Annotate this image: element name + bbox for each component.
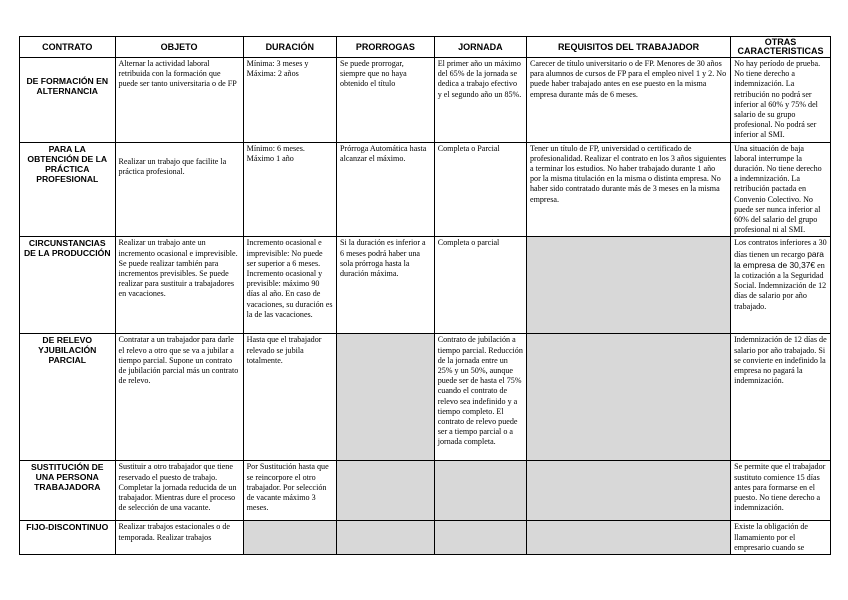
cell-duracion: Mínima: 3 meses y Máxima: 2 años	[243, 58, 336, 143]
header-objeto: OBJETO	[115, 37, 243, 58]
cell-objeto: Alternar la actividad laboral retribuida con la formación que puede ser tanto universitaria o de FP	[115, 58, 243, 143]
row-title: DE FORMACIÓN EN ALTERNANCIA	[20, 58, 116, 143]
row-title: SUSTITUCIÓN DE UNA PERSONA TRABAJADORA	[20, 461, 116, 521]
header-row	[20, 37, 831, 58]
cell-requisitos-empty	[526, 461, 730, 521]
cell-prorrogas-empty	[337, 461, 435, 521]
table-row	[20, 461, 831, 521]
otras-text-c: en la cotización a la Seguridad Social. Indemnización de 12 días de salario por año trabajado.	[734, 260, 827, 311]
header-prorrogas: PRORROGAS	[337, 37, 435, 58]
cell-jornada: Completa o parcial	[434, 237, 526, 334]
cell-otras: No hay período de prueba. No tiene derecho a indemnización. La retribución no podrá ser inferior al 60% y 75% del salario de su grupo profesional. No podrá ser inferior al SMI.	[731, 58, 831, 143]
cell-duracion: Mínimo: 6 meses. Máximo 1 año	[243, 142, 336, 237]
cell-requisitos-empty	[526, 334, 730, 461]
cell-duracion: Hasta que el trabajador relevado se jubila totalmente.	[243, 334, 336, 461]
cell-jornada-empty	[434, 521, 526, 555]
header-otras: OTRAS CARACTERISTICAS	[731, 37, 831, 58]
cell-duracion-empty	[243, 521, 336, 555]
contracts-table	[19, 36, 831, 555]
cell-duracion: Incremento ocasional e imprevisible: No puede ser superior a 6 meses. Incremento ocasional y previsible: máximo 90 días al año. En caso de vacaciones, su duración es la de las vacaciones.	[243, 237, 336, 334]
row-title: CIRCUNSTANCIAS DE LA PRODUCCIÓN	[20, 237, 116, 334]
cell-prorrogas: Si la duración es inferior a 6 meses podrá haber una sola prórroga hasta la duración máxima.	[337, 237, 435, 334]
cell-requisitos-empty	[526, 521, 730, 555]
cell-requisitos: Carecer de título universitario o de FP. Menores de 30 años para alumnos de cursos de FP para el empleo nivel 1 y 2. No puede haber trabajado antes en ese puesto en la misma empresa durante más de 6 meses.	[526, 58, 730, 143]
cell-jornada: El primer año un máximo del 65% de la jornada se dedica a trabajo efectivo y el segundo año un 85%.	[434, 58, 526, 143]
cell-prorrogas: Prórroga Automática hasta alcanzar el máximo.	[337, 142, 435, 237]
row-title: FIJO-DISCONTINUO	[20, 521, 116, 555]
header-duracion: DURACIÓN	[243, 37, 336, 58]
header-jornada: JORNADA	[434, 37, 526, 58]
cell-objeto: Realizar un trabajo que facilite la práctica profesional.	[115, 142, 243, 237]
table-row	[20, 334, 831, 461]
cell-requisitos: Tener un título de FP, universidad o certificado de profesionalidad. Realizar el contrato en los 3 años siguientes a terminar los estudios. No haber trabajado durante 1 año por la misma titulación en la misma o distinta empresa. No haber sido contratado durante más de 3 meses en la misma empresa.	[526, 142, 730, 237]
cell-prorrogas-empty	[337, 521, 435, 555]
cell-otras: Una situación de baja laboral interrumpe la duración. No tiene derecho a indemnización. La retribución pactada en Convenio Colectivo. No puede ser nunca inferior al 60% del salario del grupo profesional ni al SMI.	[731, 142, 831, 237]
row-title: PARA LA OBTENCIÓN DE LA PRÁCTICA PROFESIONAL	[20, 142, 116, 237]
table-row	[20, 237, 831, 334]
cell-otras: Se permite que el trabajador sustituto comience 15 días antes para formarse en el puesto. No tiene derecho a indemnización.	[731, 461, 831, 521]
cell-prorrogas-empty	[337, 334, 435, 461]
row-title: DE RELEVO YJUBILACIÓN PARCIAL	[20, 334, 116, 461]
cell-objeto: Contratar a un trabajador para darle el relevo a otro que se va a jubilar a tiempo parcial. Supone un contrato de jubilación parcial más un contrato de relevo.	[115, 334, 243, 461]
cell-jornada: Contrato de jubilación a tiempo parcial. Reducción de la jornada entre un 25% y un 50%, aunque puede ser de hasta el 75% cuando el contrato de relevo sea indefinido y a tiempo completo. El contrato de relevo puede ser a tiempo parcial o a jornada completa.	[434, 334, 526, 461]
cell-otras: Indemnización de 12 días de salario por año trabajado. Si se convierte en indefinido la empresa no pagará la indemnización.	[731, 334, 831, 461]
header-contrato: CONTRATO	[20, 37, 116, 58]
cell-objeto: Realizar trabajos estacionales o de temporada. Realizar trabajos	[115, 521, 243, 555]
cell-objeto: Realizar un trabajo ante un incremento ocasional e imprevisible. Se puede realizar también para incrementos previsibles. Se puede realizar para sustituir a trabajadores en vacaciones.	[115, 237, 243, 334]
otras-text-b: para la empresa de 30,37€	[734, 248, 824, 270]
cell-objeto: Sustituir a otro trabajador que tiene reservado el puesto de trabajo. Completar la jornada reducida de un trabajador. Mientras dure el proceso de selección de una vacante.	[115, 461, 243, 521]
cell-duracion: Por Sustitución hasta que se reincorpore el otro trabajador. Por selección de vacante máximo 3 meses.	[243, 461, 336, 521]
table-row	[20, 58, 831, 143]
cell-jornada-empty	[434, 461, 526, 521]
cell-jornada: Completa o Parcial	[434, 142, 526, 237]
cell-requisitos-empty	[526, 237, 730, 334]
header-requisitos: REQUISITOS DEL TRABAJADOR	[526, 37, 730, 58]
table-row	[20, 521, 831, 555]
cell-otras	[731, 237, 831, 334]
table-row	[20, 142, 831, 237]
cell-otras: Existe la obligación de llamamiento por el empresario cuando se	[731, 521, 831, 555]
cell-prorrogas: Se puede prorrogar, siempre que no haya obtenido el título	[337, 58, 435, 143]
otras-text-a: Los contratos inferiores a 30 días tienen un recargo	[734, 238, 827, 259]
